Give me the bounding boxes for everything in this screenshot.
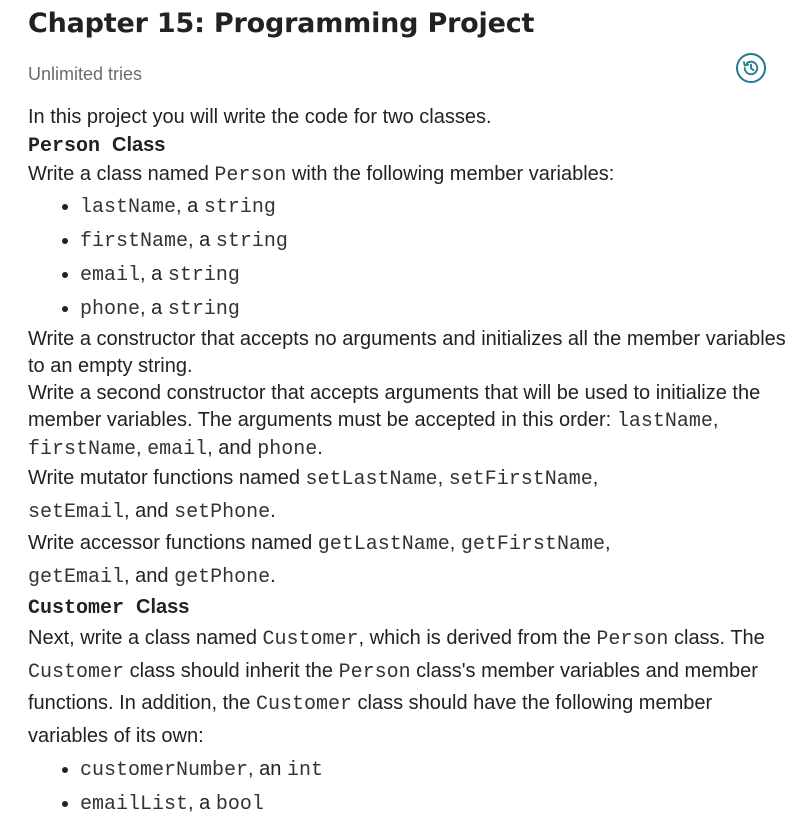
customer-heading-code: Customer <box>28 597 125 620</box>
arg-code: firstName <box>28 438 137 461</box>
member-sep: , a <box>188 792 216 814</box>
member-name: phone <box>80 298 141 321</box>
constructor-2-desc: Write a second constructor that accepts arguments that will be used to initialize the member variables. The arguments must be accepted in this order: <box>28 382 761 431</box>
period: . <box>270 499 276 522</box>
accessor-code: getLastName <box>317 533 450 556</box>
accessor-text <box>28 528 788 593</box>
sep: , and <box>124 499 175 522</box>
assignment-content <box>28 104 788 821</box>
history-button[interactable] <box>736 53 766 83</box>
person-desc-post: with the following member variables: <box>286 163 615 185</box>
constructor-1-text: Write a constructor that accepts no arguments and initializes all the member variables to an empty string. <box>28 328 786 377</box>
member-type: string <box>203 196 276 219</box>
customer-heading-word: Class <box>136 596 190 618</box>
person-class-heading <box>28 131 788 161</box>
customer-text: class's member variables and member functions. In addition, the <box>28 659 758 714</box>
person-desc-pre: Write a class named <box>28 163 215 185</box>
list-item <box>80 224 788 258</box>
member-sep: , a <box>140 263 168 285</box>
customer-class-heading <box>28 593 788 623</box>
customer-text: , which is derived from the <box>358 627 597 649</box>
mutator-text <box>28 463 788 528</box>
list-item <box>80 190 788 224</box>
accessor-code: getPhone <box>174 565 271 589</box>
history-icon <box>741 58 761 78</box>
member-name: customerNumber <box>80 759 249 782</box>
list-item <box>80 258 788 292</box>
member-name: email <box>80 264 141 287</box>
member-name: firstName <box>80 230 189 253</box>
period: . <box>270 564 276 587</box>
assignment-page <box>28 0 788 821</box>
person-heading-code: Person <box>28 135 101 158</box>
member-name: lastName <box>80 196 177 219</box>
sep: , <box>136 437 148 459</box>
accessor-code: getEmail <box>28 565 125 589</box>
member-type: string <box>167 298 240 321</box>
customer-code: Customer <box>28 660 125 684</box>
arg-code: email <box>147 438 208 461</box>
constructor-2-text <box>28 380 788 463</box>
member-sep: , a <box>188 229 216 251</box>
arg-code: lastName <box>616 410 713 433</box>
list-item <box>80 292 788 326</box>
page-title: Chapter 15: Programming Project <box>28 8 535 39</box>
member-sep: , an <box>248 758 287 780</box>
person-code: Person <box>596 628 669 651</box>
customer-code: Customer <box>255 693 352 716</box>
member-name: emailList <box>80 793 189 816</box>
person-member-list <box>28 190 788 326</box>
member-sep: , a <box>140 297 168 319</box>
accessor-pre: Write accessor functions named <box>28 532 318 554</box>
intro-text: In this project you will write the code for two classes. <box>28 106 492 128</box>
sep: , and <box>207 437 258 459</box>
person-heading-word: Class <box>112 134 166 156</box>
sep: , <box>712 409 719 431</box>
member-type: string <box>215 230 288 253</box>
customer-code: Customer <box>262 628 359 651</box>
member-type: string <box>167 264 240 287</box>
period: . <box>317 437 323 459</box>
sep: , <box>449 532 461 554</box>
list-item <box>80 787 788 821</box>
customer-description <box>28 623 788 752</box>
list-item <box>80 753 788 787</box>
sep: , <box>592 467 599 489</box>
person-desc-code: Person <box>214 164 287 187</box>
member-sep: , a <box>176 195 204 217</box>
person-description <box>28 161 788 189</box>
tries-label: Unlimited tries <box>28 64 143 84</box>
mutator-code: setPhone <box>174 500 271 524</box>
customer-text: Next, write a class named <box>28 627 263 649</box>
sep: , and <box>124 564 175 587</box>
customer-text: class should have the following member variables of its own: <box>28 692 713 747</box>
mutator-pre: Write mutator functions named <box>28 467 306 489</box>
accessor-code: getFirstName <box>460 533 605 556</box>
arg-code: phone <box>257 438 318 461</box>
sep: , <box>604 532 611 554</box>
mutator-code: setLastName <box>305 468 438 491</box>
member-type: int <box>286 759 323 782</box>
member-type: bool <box>215 793 264 816</box>
customer-text: class. The <box>668 627 765 649</box>
person-code: Person <box>338 660 411 684</box>
sep: , <box>437 467 449 489</box>
mutator-code: setFirstName <box>448 468 593 491</box>
customer-member-list <box>28 753 788 821</box>
mutator-code: setEmail <box>28 500 125 524</box>
customer-text: class should inherit the <box>124 659 339 682</box>
